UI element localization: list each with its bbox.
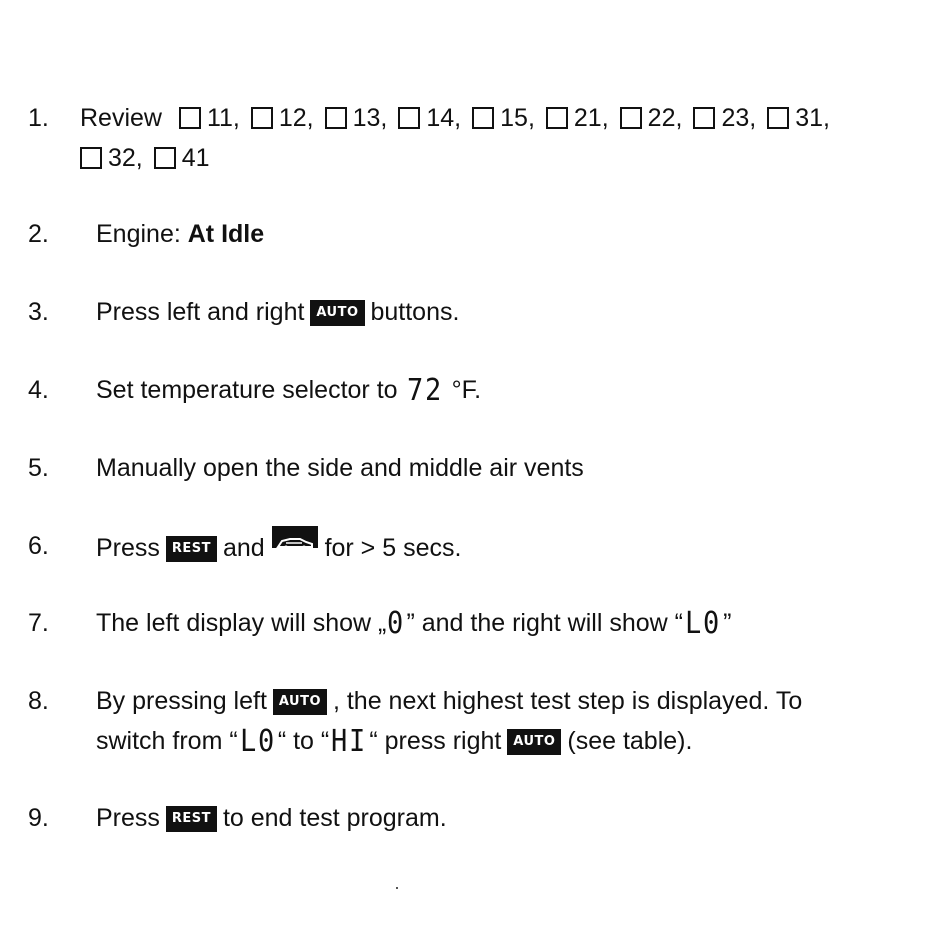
rest-button-icon: REST — [167, 537, 216, 561]
step-number: 5. — [28, 454, 49, 482]
step-text-part: and — [222, 534, 265, 562]
review-item — [693, 104, 756, 132]
review-item-code: 12, — [278, 104, 314, 132]
step-text-part: Press — [96, 804, 160, 832]
review-item-code: 31, — [795, 104, 830, 132]
step-number: 1. — [28, 104, 49, 132]
review-item — [472, 104, 535, 132]
review-item — [251, 104, 314, 132]
review-checkbox-list-continued — [80, 138, 210, 178]
step-number: 4. — [28, 376, 49, 404]
step-text-part: , the next highest test step is displayed. To — [332, 687, 803, 715]
step-text-part: By pressing left — [96, 687, 267, 715]
checkbox-icon — [154, 147, 176, 169]
step-number: 9. — [28, 804, 49, 832]
review-item — [398, 104, 461, 132]
engine-label: Engine: — [96, 220, 181, 248]
checkbox-icon — [251, 107, 273, 129]
review-item-code: 32, — [108, 144, 143, 172]
step-text — [96, 681, 802, 721]
step-text — [96, 526, 461, 568]
review-item-code: 41 — [181, 144, 210, 172]
left-display-value: 0 — [387, 606, 406, 641]
car-recirculation-icon — [272, 526, 318, 548]
step-text-line2 — [96, 721, 692, 762]
scan-speck — [396, 887, 398, 889]
step-number: 7. — [28, 609, 49, 637]
checkbox-icon — [398, 107, 420, 129]
auto-button-icon: AUTO — [508, 730, 560, 754]
right-display-value: L0 — [684, 606, 722, 641]
rest-button-icon: REST — [167, 807, 216, 831]
review-checkbox-list — [169, 104, 830, 132]
checkbox-icon — [179, 107, 201, 129]
step-text — [96, 603, 731, 644]
review-label: Review — [80, 104, 162, 132]
temperature-unit: °F. — [451, 376, 482, 404]
review-item-code: 22, — [647, 104, 683, 132]
step-text: Manually open the side and middle air vents — [96, 454, 584, 482]
checkbox-icon — [472, 107, 494, 129]
review-item — [620, 104, 683, 132]
step-number: 3. — [28, 298, 49, 326]
engine-state: At Idle — [187, 220, 265, 248]
step-text-part: ” and the right will show “ — [406, 609, 683, 637]
review-item-code: 14, — [426, 104, 462, 132]
review-item-code: 15, — [500, 104, 535, 132]
lo-display-value: L0 — [239, 724, 276, 759]
review-item-code: 13, — [352, 104, 388, 132]
checkbox-icon — [767, 107, 789, 129]
auto-button-icon: AUTO — [311, 301, 363, 325]
step-text — [96, 292, 459, 332]
checkbox-icon — [546, 107, 568, 129]
step-text-part: switch from “ — [96, 727, 238, 755]
review-item — [546, 104, 609, 132]
step-number: 6. — [28, 532, 49, 560]
review-item-code: 23, — [721, 104, 757, 132]
checkbox-icon — [325, 107, 347, 129]
step-text-part: The left display will show „ — [96, 609, 387, 637]
step-text-part: Press left and right — [96, 298, 305, 326]
hi-display-value: HI — [331, 724, 368, 759]
step-text — [96, 370, 481, 411]
step-text-part: ” — [723, 609, 732, 637]
step-number: 8. — [28, 687, 49, 715]
temperature-display: 72 — [406, 373, 443, 408]
step-text-part: for > 5 secs. — [324, 534, 462, 562]
review-item — [179, 104, 240, 132]
step-text-part: Set temperature selector to — [96, 376, 398, 404]
review-item — [325, 104, 388, 132]
review-item — [767, 104, 830, 132]
step-number: 2. — [28, 220, 49, 248]
review-item — [80, 144, 143, 172]
checkbox-icon — [620, 107, 642, 129]
step-text-part: buttons. — [370, 298, 460, 326]
review-item-code: 21, — [573, 104, 609, 132]
auto-button-icon: AUTO — [274, 690, 326, 714]
checkbox-icon — [80, 147, 102, 169]
step-text — [96, 214, 264, 254]
checkbox-icon — [693, 107, 715, 129]
step-text-part: Press — [96, 534, 160, 562]
step-text — [80, 98, 830, 138]
review-item — [154, 144, 210, 172]
step-text — [96, 798, 447, 838]
step-text-part: “ to “ — [277, 727, 330, 755]
step-text-part: “ press right — [369, 727, 502, 755]
review-item-code: 11, — [206, 104, 240, 132]
step-text-part: to end test program. — [222, 804, 447, 832]
step-text-part: (see table). — [567, 727, 693, 755]
